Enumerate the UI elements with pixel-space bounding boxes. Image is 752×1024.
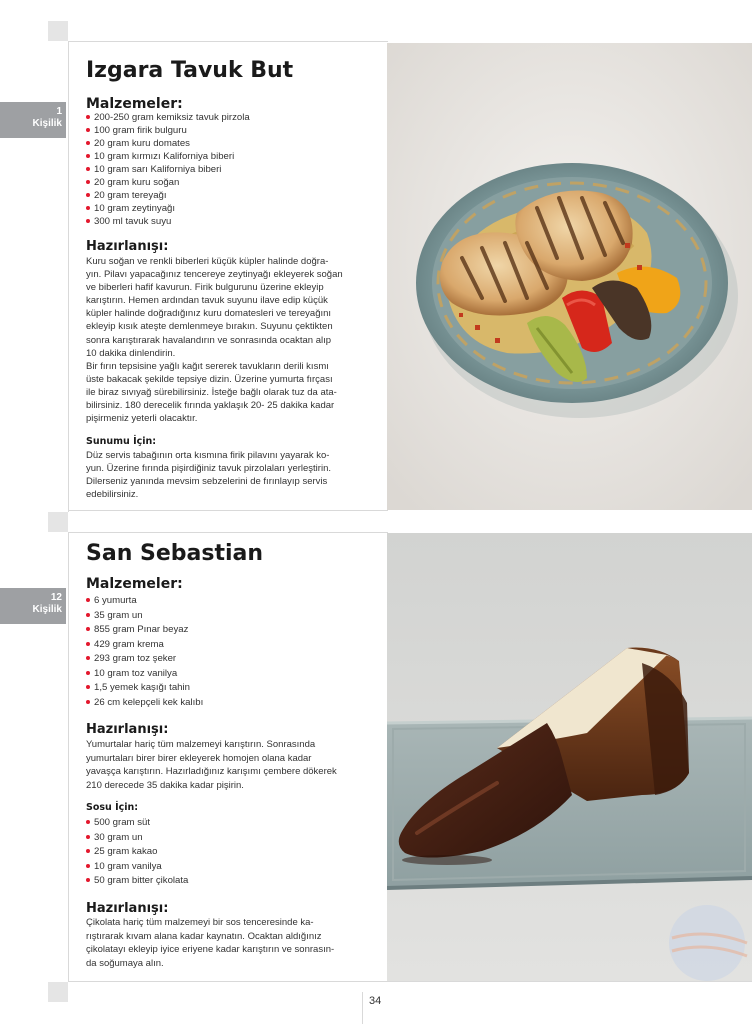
recipe-title: Izgara Tavuk But: [86, 58, 294, 83]
cheesecake-photo: [387, 533, 752, 981]
list-item: 855 gram Pınar beyaz: [86, 623, 203, 638]
servings-unit: Kişilik: [32, 118, 62, 129]
text-line: 210 derecede 35 dakika kadar pişirin.: [86, 779, 244, 791]
list-item: 30 gram un: [86, 831, 188, 846]
servings-tab: [0, 102, 66, 138]
ingredients-heading: Malzemeler:: [86, 96, 183, 112]
recipe-title: San Sebastian: [86, 541, 264, 566]
corner-square: [48, 512, 68, 532]
list-item: 200-250 gram kemiksiz tavuk pirzola: [86, 111, 250, 124]
preparation-heading: Hazırlanışı:: [86, 722, 169, 737]
list-item: 100 gram firik bulguru: [86, 124, 250, 137]
corner-square: [48, 21, 68, 41]
list-item: 429 gram krema: [86, 638, 203, 653]
text-line: 10 dakika dinlendirin.: [86, 347, 176, 359]
list-item: 10 gram sarı Kaliforniya biberi: [86, 163, 250, 176]
list-item: 6 yumurta: [86, 594, 203, 609]
text-line: üste bakacak şekilde tepsiye dizin. Üzerine yumurta fırçası: [86, 373, 333, 385]
list-item: 10 gram zeytinyağı: [86, 202, 250, 215]
page-number-divider: [362, 992, 363, 1024]
text-line: Dilerseniz yanında mevsim sebzelerini de fırınlayıp servis: [86, 476, 328, 488]
divider-line: [68, 41, 388, 42]
list-item: 10 gram vanilya: [86, 860, 188, 875]
preparation-heading: Hazırlanışı:: [86, 239, 169, 254]
list-item: 10 gram toz vanilya: [86, 667, 203, 682]
divider-line: [68, 532, 388, 533]
serving-heading: Sunumu İçin:: [86, 436, 157, 447]
list-item: 300 ml tavuk suyu: [86, 215, 250, 228]
grilled-chicken-photo: [387, 43, 752, 510]
list-item: 1,5 yemek kaşığı tahin: [86, 681, 203, 696]
list-item: 500 gram süt: [86, 816, 188, 831]
text-line: da soğumaya alın.: [86, 957, 164, 969]
servings-tab: [0, 588, 66, 624]
sauce-heading: Sosu İçin:: [86, 802, 139, 813]
list-item: 26 cm kelepçeli kek kalıbı: [86, 696, 203, 711]
text-line: pişirmeniz yeterli olacaktır.: [86, 413, 198, 425]
sauce-ingredients-list: [86, 816, 188, 889]
list-item: 50 gram bitter çikolata: [86, 874, 188, 889]
text-line: sonra karıştırarak havalandırın ve sonrasında ocaktan alıp: [86, 334, 332, 346]
list-item: 35 gram un: [86, 609, 203, 624]
preparation-text: [86, 255, 370, 425]
sauce-preparation-text: [86, 916, 370, 970]
text-line: Çikolata hariç tüm malzemeyi bir sos tenceresinde ka-: [86, 917, 314, 928]
list-item: 10 gram kırmızı Kaliforniya biberi: [86, 150, 250, 163]
text-line: ve biberleri hafif kavurun. Firik bulgurunu üzerine ekleyip: [86, 282, 324, 294]
text-line: rıştırarak kıvam alana kadar kaynatın. Ocaktan aldığınız: [86, 930, 322, 942]
list-item: 293 gram toz şeker: [86, 652, 203, 667]
text-line: yumurtaları birer birer ekleyerek homojen olana kadar: [86, 752, 312, 764]
divider-line: [68, 981, 752, 982]
divider-line: [68, 510, 388, 511]
servings-count: 12: [50, 592, 62, 603]
text-line: karıştırın. Hemen ardından tavuk suyunu ilave edip küçük: [86, 295, 328, 307]
text-line: Kuru soğan ve renkli biberleri küçük küpler halinde doğra-: [86, 256, 329, 267]
list-item: 20 gram kuru soğan: [86, 176, 250, 189]
top-margin: [0, 0, 752, 24]
servings-count: 1: [56, 106, 62, 117]
ingredients-list: [86, 111, 250, 228]
text-line: ekleyip kısık ateşte demlenmeye bırakın. Suyunu çektikten: [86, 321, 333, 333]
serving-text: [86, 449, 370, 501]
list-item: 25 gram kakao: [86, 845, 188, 860]
ingredients-heading: Malzemeler:: [86, 576, 183, 592]
text-line: yavaşça karıştırın. Hazırladığınız karışımı çembere dökerek: [86, 766, 337, 777]
text-line: küpler halinde doğradığınız kuru domatesleri ve tereyağını: [86, 308, 332, 320]
list-item: 20 gram kuru domates: [86, 137, 250, 150]
left-guide-line: [68, 41, 69, 512]
left-guide-line: [68, 532, 69, 982]
corner-square: [48, 982, 68, 1002]
text-line: Bir fırın tepsisine yağlı kağıt sererek tavukların derili kısmı: [86, 360, 329, 372]
sauce-preparation-heading: Hazırlanışı:: [86, 901, 169, 916]
preparation-text: [86, 738, 370, 792]
text-line: çikolatayı ekleyip iyice eriyene kadar karıştırın ve sonrasın-: [86, 944, 335, 955]
text-line: yın. Pilavı yapacağınız tencereye zeytinyağı ekleyerek soğan: [86, 269, 343, 281]
text-line: Yumurtalar hariç tüm malzemeyi karıştırın. Sonrasında: [86, 739, 316, 750]
servings-unit: Kişilik: [32, 604, 62, 615]
page-number: 34: [369, 995, 382, 1007]
ingredients-list: [86, 594, 203, 710]
text-line: yun. Üzerine fırında pişirdiğiniz tavuk pirzolaları yerleştirin.: [86, 463, 331, 475]
text-line: Düz servis tabağının orta kısmına firik pilavını yayarak ko-: [86, 450, 330, 461]
text-line: ile biraz sıvıyağ sürebilirsiniz. İsteğe bağlı olarak tuz da ata-: [86, 386, 337, 398]
list-item: 20 gram tereyağı: [86, 189, 250, 202]
text-line: bilirsiniz. 180 derecelik fırında yaklaşık 20- 25 dakika kadar: [86, 400, 335, 412]
text-line: edebilirsiniz.: [86, 489, 139, 501]
